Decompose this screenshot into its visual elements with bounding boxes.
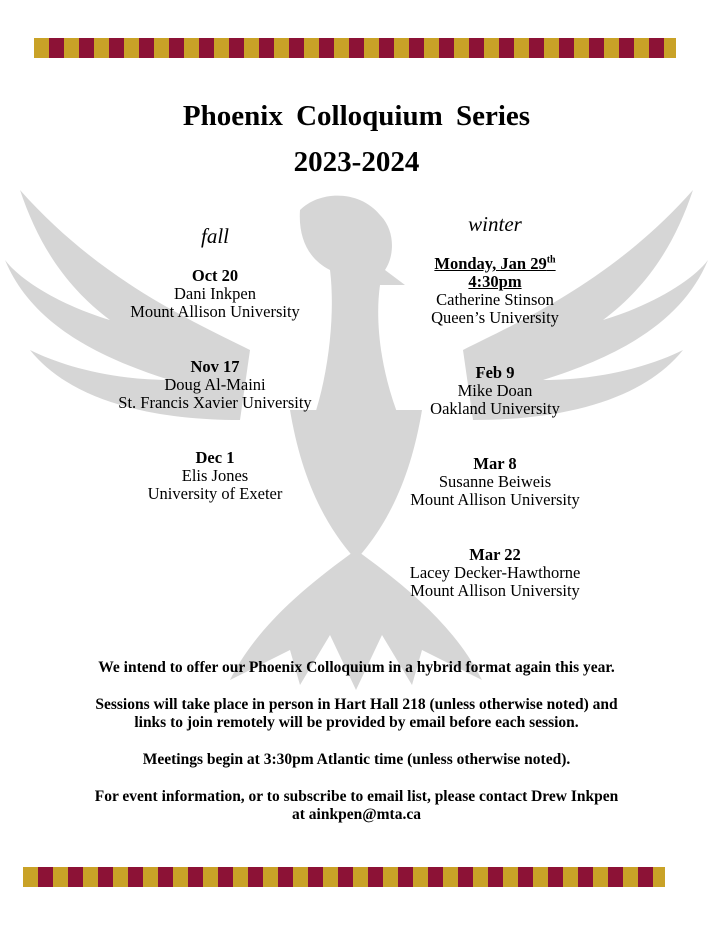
event-speaker: Doug Al-Maini [164,375,266,394]
list-item [80,449,350,503]
bottom-decorative-stripe [23,867,665,887]
event-affiliation: Queen’s University [431,308,559,327]
event-date: Nov 17 [190,357,240,376]
list-item [355,364,635,418]
event-date: Mar 8 [473,454,517,473]
event-speaker: Mike Doan [457,381,533,400]
event-date: Mar 22 [469,545,521,564]
event-date: Dec 1 [195,448,235,467]
event-affiliation: Mount Allison University [130,302,300,321]
contact-note: For event information, or to subscribe to email list, please contact Drew Inkpen at ainkpen@mta.ca [94,788,619,823]
list-item [80,267,350,321]
winter-schedule [355,212,635,600]
meeting-time-note: Meetings begin at 3:30pm Atlantic time (unless otherwise noted). [142,751,571,768]
fall-schedule [80,224,350,503]
series-year: 2023-2024 [293,146,420,178]
page-title: Phoenix Colloquium Series [182,100,531,132]
hybrid-format-note: We intend to offer our Phoenix Colloquium in a hybrid format again this year. [98,659,615,676]
winter-heading: winter [468,212,522,236]
list-item [355,255,635,327]
event-notes [90,659,623,843]
event-time: 4:30pm [468,272,522,291]
event-date: Feb 9 [475,363,515,382]
event-date: Monday, Jan 29th [434,254,556,273]
top-decorative-stripe [34,38,676,58]
event-speaker: Lacey Decker-Hawthorne [409,563,581,582]
event-speaker: Susanne Beiweis [438,472,552,491]
event-speaker: Elis Jones [181,466,249,485]
fall-heading: fall [200,224,229,248]
list-item [355,546,635,600]
sessions-note: Sessions will take place in person in Hart Hall 218 (unless otherwise noted) and links to join remotely will be provided by email before each session. [95,696,618,731]
list-item [355,455,635,509]
list-item [80,358,350,412]
event-speaker: Dani Inkpen [173,284,257,303]
event-date: Oct 20 [191,266,239,285]
event-affiliation: St. Francis Xavier University [118,393,312,412]
event-affiliation: Mount Allison University [410,581,580,600]
event-affiliation: Mount Allison University [410,490,580,509]
event-affiliation: Oakland University [430,399,560,418]
event-speaker: Catherine Stinson [436,290,554,309]
event-affiliation: University of Exeter [147,484,283,503]
